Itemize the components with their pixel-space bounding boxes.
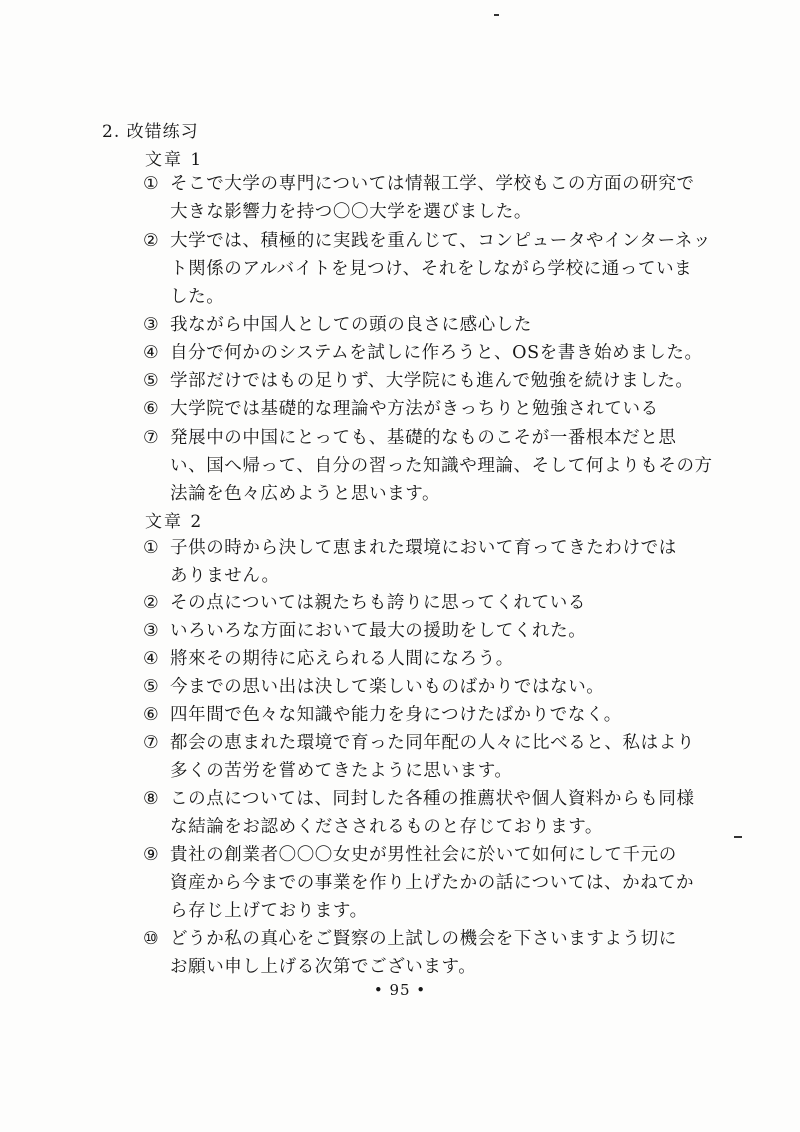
item-number: ⑤ — [143, 371, 160, 391]
item-number: ⑤ — [143, 677, 160, 697]
page-number: • 95 • — [373, 981, 427, 999]
item-number: ⑩ — [143, 929, 160, 949]
item-line: この点については、同封した各種の推薦状や個人資料からも同様 — [170, 789, 695, 809]
item-line: その点については親たちも誇りに思ってくれている — [170, 593, 586, 613]
passage2-item-6 — [143, 701, 723, 729]
passage2-item-1 — [143, 534, 723, 590]
passage2-heading: 文章 2 — [145, 512, 204, 532]
item-line: な結論をお認めくださされるものと存じております。 — [170, 817, 603, 837]
scan-speck — [734, 836, 742, 838]
item-line: 貴社の創業者〇〇〇女史が男性社会に於いて如何にして千元の — [170, 845, 677, 865]
item-number: ① — [143, 538, 160, 558]
item-number: ⑥ — [143, 399, 160, 419]
item-line: お願い申し上げる次第でございます。 — [170, 957, 477, 977]
item-number: ② — [143, 593, 160, 613]
passage1-item-4 — [143, 339, 723, 367]
item-number: ⑧ — [143, 789, 160, 809]
scan-speck — [494, 14, 499, 16]
passage1-item-2 — [143, 227, 723, 311]
passage1-item-7 — [143, 424, 723, 508]
item-line: した。 — [170, 287, 225, 307]
passage2-item-10 — [143, 925, 723, 981]
item-line: いろいろな方面において最大の援助をしてくれた。 — [170, 621, 587, 641]
passage2-item-2 — [143, 589, 723, 617]
passage1-item-3 — [143, 311, 723, 339]
item-number: ④ — [143, 649, 160, 669]
passage1-heading: 文章 1 — [145, 150, 204, 170]
item-number: ① — [143, 174, 160, 194]
passage2-item-7 — [143, 729, 723, 785]
item-line: 学部だけではもの足りず、大学院にも進んで勉強を続けました。 — [170, 371, 694, 391]
item-line: 法論を色々広めようと思います。 — [170, 484, 441, 504]
item-line: い、国へ帰って、自分の習った知識や理論、そして何よりもその方 — [170, 456, 713, 476]
item-number: ⑥ — [143, 705, 160, 725]
passage1-item-5 — [143, 367, 723, 395]
passage1-item-1 — [143, 170, 723, 226]
item-line: 子供の時から決して恵まれた環境において育ってきたわけでは — [170, 538, 677, 558]
item-line: 都会の恵まれた環境で育った同年配の人々に比べると、私はより — [170, 733, 695, 753]
item-number: ③ — [143, 315, 160, 335]
item-line: 四年間で色々な知識や能力を身につけたばかりでなく。 — [170, 705, 622, 725]
item-line: 発展中の中国にとっても、基礎的なものこそが一番根本だと思 — [170, 428, 677, 448]
item-line: そこで大学の専門については情報工学、学校もこの方面の研究で — [170, 174, 695, 194]
item-line: 今までの思い出は決して楽しいものばかりではない。 — [170, 677, 605, 697]
section-title: 2. 改错练习 — [102, 122, 199, 142]
item-line: 大きな影響力を持つ〇〇大学を選びました。 — [170, 202, 532, 222]
item-number: ④ — [143, 343, 160, 363]
passage2-item-4 — [143, 645, 723, 673]
item-line: どうか私の真心をご賢察の上試しの機会を下さいますよう切に — [170, 929, 677, 949]
item-line: 我ながら中国人としての頭の良さに感心した — [170, 315, 532, 335]
item-number: ⑦ — [143, 733, 160, 753]
passage2-item-3 — [143, 617, 723, 645]
item-number: ② — [143, 231, 160, 251]
passage2-item-8 — [143, 785, 723, 841]
item-line: 大学院では基礎的な理論や方法がきっちりと勉強されている — [170, 399, 659, 419]
item-line: ら存じ上げております。 — [170, 901, 368, 921]
item-number: ③ — [143, 621, 160, 641]
item-line: 大学では、積極的に実践を重んじて、コンピュータやインターネッ — [170, 231, 712, 251]
passage2-item-9 — [143, 841, 723, 925]
item-line: 自分で何かのシステムを試しに作ろうと、OSを書き始めました。 — [170, 343, 703, 363]
item-line: ありません。 — [170, 566, 280, 586]
item-line: 將來その期待に応えられる人間になろう。 — [170, 649, 514, 669]
item-line: 資産から今までの事業を作り上げたかの話については、かねてか — [170, 873, 695, 893]
item-line: ト関係のアルバイトを見つけ、それをしながら学校に通っていま — [170, 259, 693, 279]
item-line: 多くの苦労を嘗めてきたように思います。 — [170, 761, 513, 781]
item-number: ⑦ — [143, 428, 160, 448]
passage1-item-6 — [143, 395, 723, 423]
item-number: ⑨ — [143, 845, 160, 865]
passage2-item-5 — [143, 673, 723, 701]
